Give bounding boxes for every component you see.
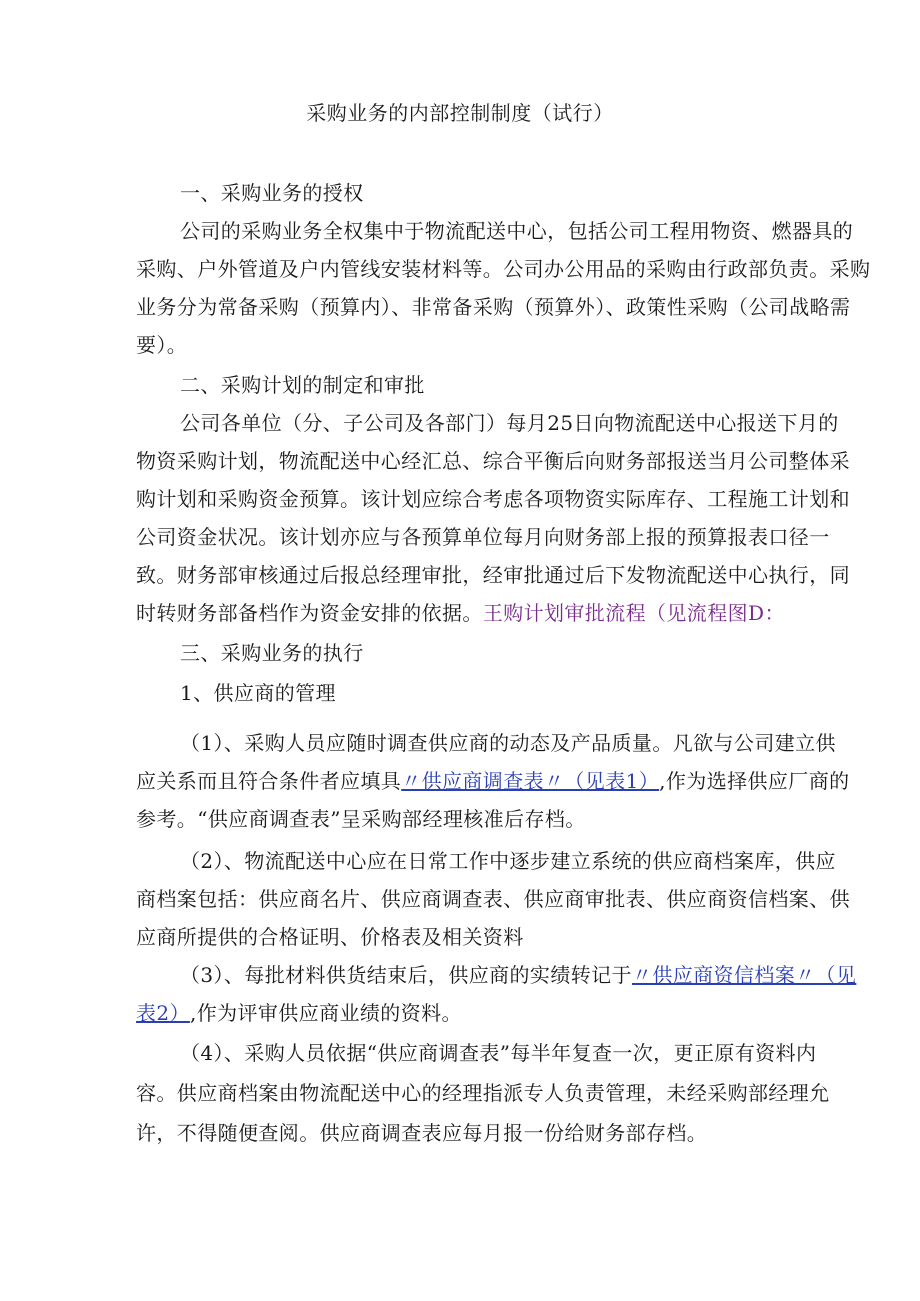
item-3-text: ,作为评审供应商业绩的资料。 [189,1001,462,1025]
paragraph-2-line: 公司各单位（分、子公司及各部门）每月25日向物流配送中心报送下月的 [180,411,839,435]
paragraph-2-line: 购计划和采购资金预算。该计划应综合考虑各项物资实际库存、工程施工计划和 [136,487,850,511]
paragraph-1-line: 采购、户外管道及户内管线安装材料等。公司办公用品的采购由行政部负责。采购 [136,257,871,281]
paragraph-2-line: 致。财务部审核通过后报总经理审批，经审批通过后下发物流配送中心执行，同 [136,563,850,587]
paragraph-2-last-line [136,598,785,628]
paragraph-1-line: 要）。 [136,333,188,357]
item-4-line: 容。供应商档案由物流配送中心的经理指派专人负责管理，未经采购部经理允 [136,1081,830,1105]
paragraph-2-line: 物资采购计划，物流配送中心经汇总、综合平衡后向财务部报送当月公司整体采 [136,449,850,473]
item-4-line: （4）、采购人员依据“供应商调查表”每半年复查一次，更正原有资料内 [180,1041,817,1065]
item-1-line: （1）、采购人员应随时调查供应商的动态及产品质量。凡欲与公司建立供 [180,731,836,755]
item-2-line: （2）、物流配送中心应在日常工作中逐步建立系统的供应商档案库，供应 [180,849,836,873]
paragraph-1-line: 业务分为常备采购（预算内）、非常备采购（预算外）、政策性采购（公司战略需 [136,295,851,319]
item-1-text: 应关系而且符合条件者应填具 [136,769,402,793]
paragraph-1-line: 公司的采购业务全权集中于物流配送中心，包括公司工程用物资、燃器具的 [180,219,854,243]
item-2-line: 应商所提供的合格证明、价格表及相关资料 [136,925,524,949]
section-1-heading: 一、采购业务的授权 [180,181,364,205]
supplier-credit-file-link[interactable]: 表2） [136,1001,190,1025]
item-3-text: （3）、每批材料供货结束后，供应商的实绩转记于 [180,963,632,987]
subsection-1-heading: 1、供应商的管理 [180,681,336,705]
item-2-line: 商档案包括：供应商名片、供应商调查表、供应商审批表、供应商资信档案、供 [136,887,850,911]
item-1-line [136,766,850,796]
page-title: 采购业务的内部控制制度（试行） [306,101,614,125]
supplier-credit-file-link[interactable]: 〃供应商资信档案〃（见 [631,963,857,987]
item-1-text: ,作为选择供应厂商的 [659,769,850,793]
paragraph-2-line: 公司资金状况。该计划亦应与各预算单位每月向财务部上报的预算报表口径一 [136,525,830,549]
item-4-line: 许，不得随便查阅。供应商调查表应每月报一份给财务部存档。 [136,1121,708,1145]
item-3-line [136,998,462,1028]
section-2-heading: 二、采购计划的制定和审批 [180,373,425,397]
supplier-survey-table-link[interactable]: 〃供应商调查表〃（见表1） [401,769,660,793]
section-3-heading: 三、采购业务的执行 [180,641,364,665]
item-1-line: 参考。“供应商调查表”呈采购部经理核准后存档。 [136,807,586,831]
paragraph-2-text: 时转财务部备档作为资金安排的依据。 [136,601,483,625]
approval-flow-reference: 王购计划审批流程（见流程图D： [482,601,785,625]
item-3-line [180,960,856,990]
